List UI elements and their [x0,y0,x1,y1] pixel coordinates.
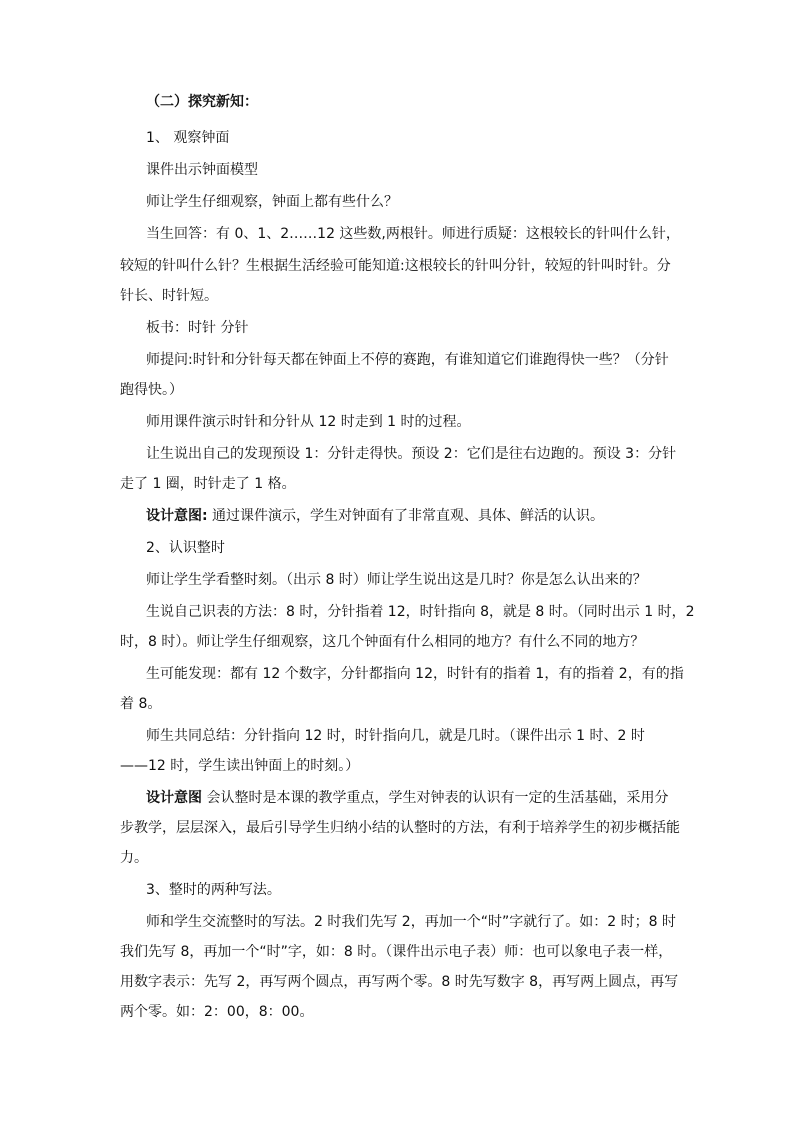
paragraph-line: 两个零。如：2：00，8：00。 [120,1004,314,1020]
design-intent-paragraph [146,506,604,526]
design-intent-text: 通过课件演示，学生对钟面有了非常直观、具体、鲜活的认识。 [207,508,605,524]
paragraph-line: 课件出示钟面模型 [146,162,258,178]
paragraph-line: 师用课件演示时针和分针从 12 时走到 1 时的过程。 [146,414,471,430]
paragraph-line: 力。 [120,850,148,866]
paragraph-line: 较短的针叫什么针？生根据生活经验可能知道:这根较长的针叫分针，较短的针叫时针。分 [120,258,671,274]
subsection-heading-whole-hours: 2、认识整时 [146,540,225,556]
design-intent-label: 设计意图 [146,790,202,806]
subsection-heading-two-formats: 3、整时的两种写法。 [146,882,281,898]
design-intent-label: 设计意图: [146,508,208,524]
design-intent-text: 会认整时是本课的教学重点，学生对钟表的认识有一定的生活基础，采用分 [202,790,669,806]
paragraph-line: 师让学生仔细观察，钟面上都有些什么？ [146,194,398,210]
board-writing: 板书：时针 分针 [146,320,249,336]
paragraph-line: 时，8 时）。师让学生仔细观察，这几个钟面有什么相同的地方？有什么不同的地方？ [120,634,645,650]
section-heading: （二）探究新知： [146,94,258,110]
paragraph-line: 师让学生学看整时刻。（出示 8 时）师让学生说出这是几时？你是怎么认出来的？ [146,572,647,588]
paragraph-line: 当生回答：有 0、1、2……12 这些数,两根针。师进行质疑：这根较长的针叫什么针， [146,226,680,242]
paragraph-line: 用数字表示：先写 2，再写两个圆点，再写两个零。8 时先写数字 8，再写两上圆点，再写 [120,974,679,990]
paragraph-line: 生说自己识表的方法：8 时，分针指着 12，时针指向 8，就是 8 时。（同时出示 1 时，2 [146,604,695,620]
paragraph-line: 让生说出自己的发现预设 1：分针走得快。预设 2：它们是往右边跑的。预设 3：分针 [146,446,677,462]
subsection-heading-observe-clock: 1、 观察钟面 [146,130,230,146]
paragraph-line: 师生共同总结：分针指向 12 时，时针指向几，就是几时。（课件出示 1 时、2 时 [146,728,645,744]
paragraph-line: 师和学生交流整时的写法。2 时我们先写 2，再加一个“时”字就行了。如：2 时；8 时 [146,914,676,930]
paragraph-line: 着 8。 [120,696,162,712]
paragraph-line: 步教学，层层深入，最后引导学生归纳小结的认整时的方法，有利于培养学生的初步概括能 [120,820,680,836]
paragraph-line: 跑得快。） [120,382,183,398]
paragraph-line: 师提问:时针和分针每天都在钟面上不停的赛跑，有谁知道它们谁跑得快一些？（分针 [146,352,669,368]
paragraph-line: 我们先写 8，再加一个“时”字，如：8 时。（课件出示电子表）师：也可以象电子表一样， [120,944,673,960]
paragraph-line: ——12 时，学生读出钟面上的时刻。） [120,758,360,774]
paragraph-line: 走了 1 圈，时针走了 1 格。 [120,476,296,492]
paragraph-line: 生可能发现：都有 12 个数字，分针都指向 12，时针有的指着 1，有的指着 2，有的指 [146,666,684,682]
design-intent-paragraph [146,788,668,808]
paragraph-line: 针长、时针短。 [120,288,218,304]
